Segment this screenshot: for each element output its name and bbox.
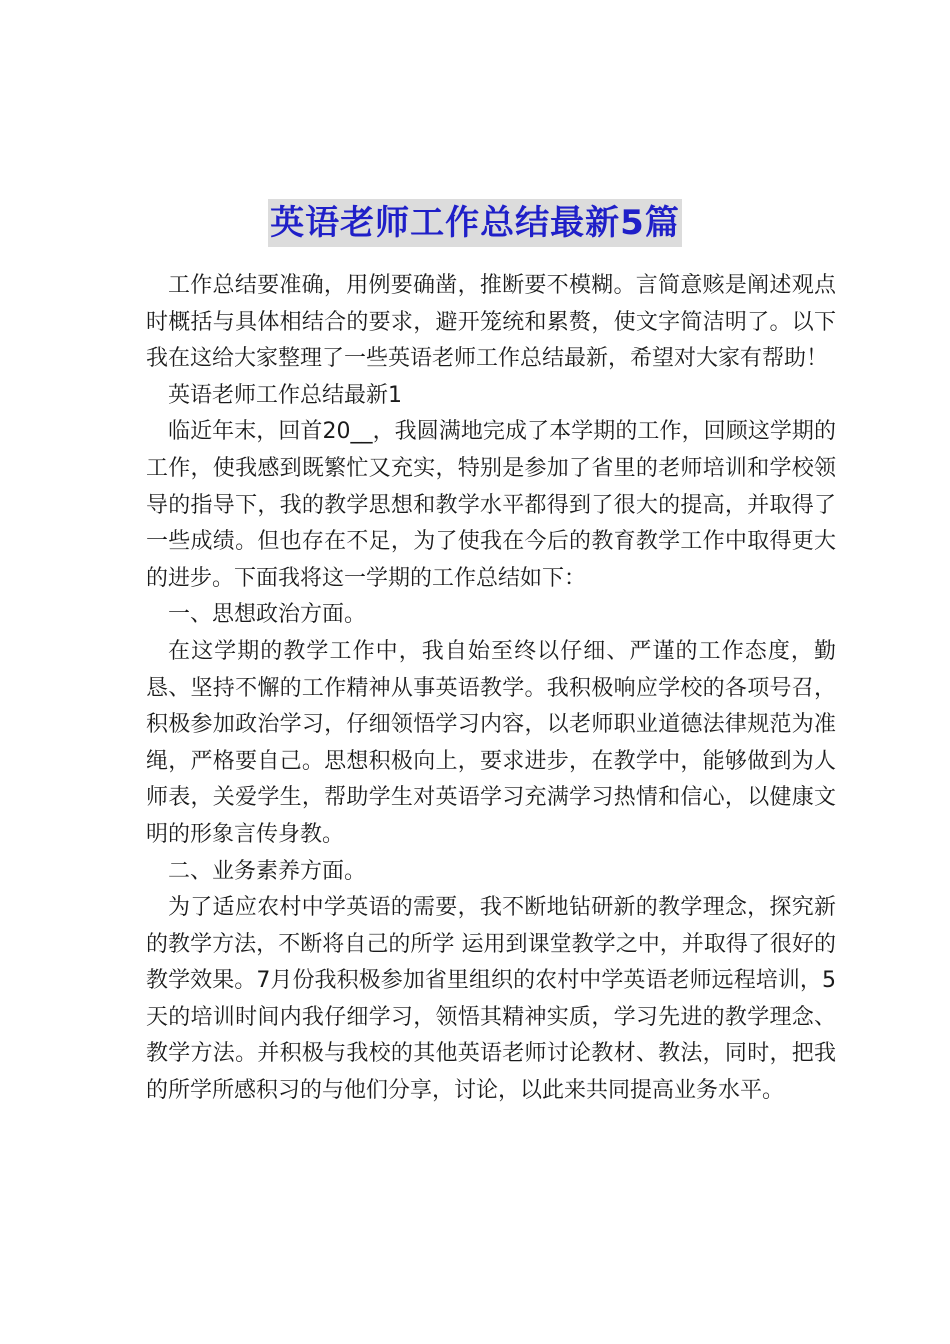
section-heading-ideology: 一、思想政治方面。 (168, 602, 367, 628)
document-title: 英语老师工作总结最新5篇 (268, 199, 682, 247)
document-body (146, 268, 836, 1110)
section-heading-professional: 二、业务素养方面。 (168, 858, 367, 884)
title-container (0, 176, 950, 270)
intro-paragraph: 工作总结要准确，用例要确凿，推断要不模糊。言简意赅是阐述观点时概括与具体相结合的要求，避开笼统和累赘，使文字简洁明了。以下我在这给大家整理了一些英语老师工作总结最新，希望对大家有帮助！ (146, 273, 836, 372)
section-heading-summary-1: 英语老师工作总结最新1 (168, 382, 402, 408)
paragraph-year-review: 临近年末，回首20__，我圆满地完成了本学期的工作，回顾这学期的工作，使我感到既繁忙又充实，特别是参加了省里的老师培训和学校领导的指导下，我的教学思想和教学水平都得到了很大的提高，并取得了一些成绩。但也存在不足，为了使我在今后的教育教学工作中取得更大的进步。下面我将这一学期的工作总结如下： (146, 419, 836, 591)
paragraph-ideology: 在这学期的教学工作中，我自始至终以仔细、严谨的工作态度，勤恳、坚持不懈的工作精神从事英语教学。我积极响应学校的各项号召，积极参加政治学习，仔细领悟学习内容，以老师职业道德法律规范为准绳，严格要自己。思想积极向上，要求进步，在教学中，能够做到为人师表，关爱学生，帮助学生对英语学习充满学习热情和信心，以健康文明的形象言传身教。 (146, 638, 836, 847)
paragraph-professional: 为了适应农村中学英语的需要，我不断地钻研新的教学理念，探究新的教学方法，不断将自己的所学 运用到课堂教学之中，并取得了很好的教学效果。7月份我积极参加省里组织的农村中学英语老师远程培训，5天的培训时间内我仔细学习，领悟其精神实质，学习先进的教学理念、教学方法。并积极与我校的其他英语老师讨论教材、教法，同时，把我的所学所感积习的与他们分享，讨论，以此来共同提高业务水平。 (146, 895, 836, 1104)
